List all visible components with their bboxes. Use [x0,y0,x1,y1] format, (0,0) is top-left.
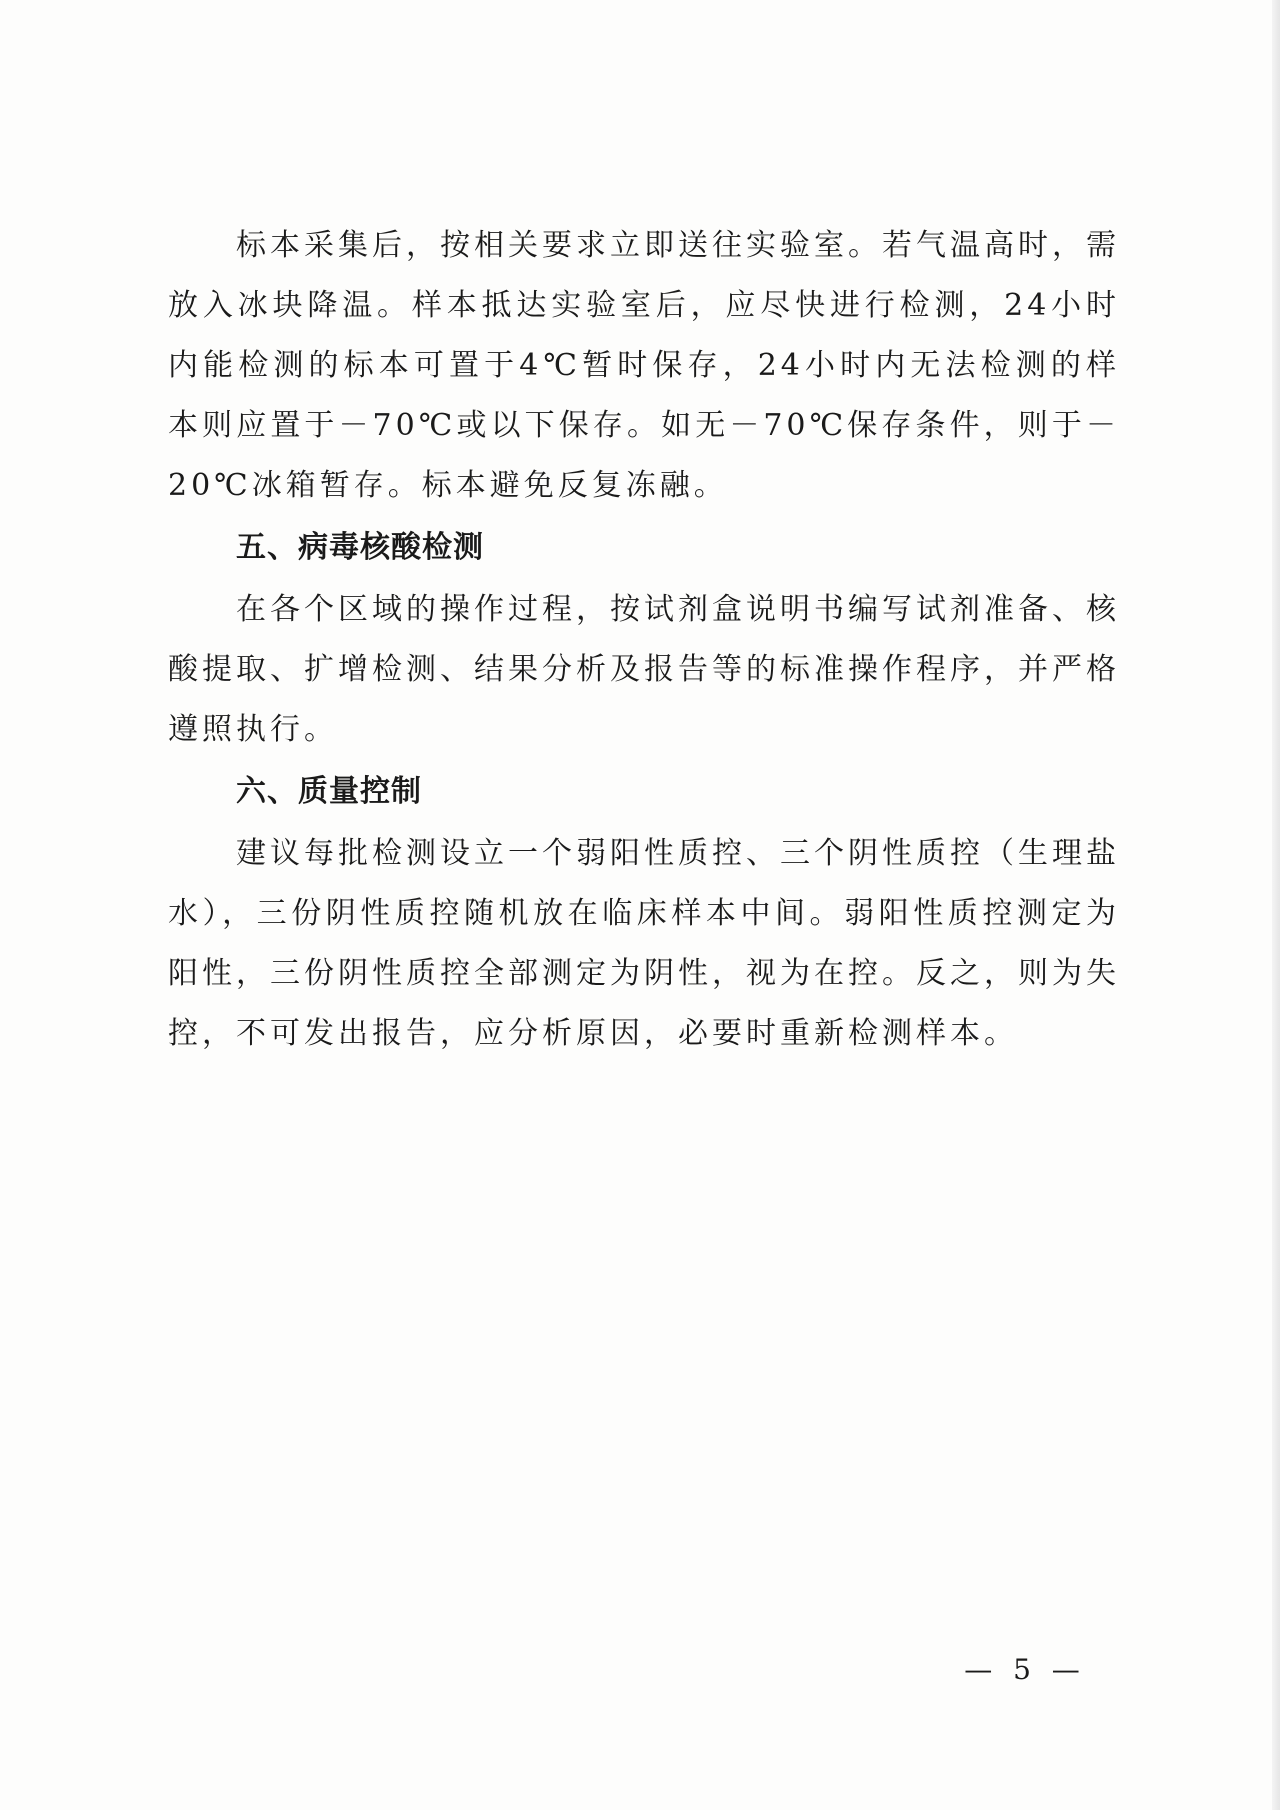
section-heading-quality-control: 六、质量控制 [236,774,422,809]
section-heading-nucleic-acid-testing: 五、病毒核酸检测 [236,530,484,565]
document-body [168,216,1120,1064]
page-number: — 5 — [964,1653,1086,1686]
paragraph-quality-control: 建议每批检测设立一个弱阳性质控、三个阴性质控（生理盐水），三份阴性质控随机放在临床样本中间。弱阳性质控测定为阳性，三份阴性质控全部测定为阴性，视为在控。反之，则为失控，不可发出报告，应分析原因，必要时重新检测样本。 [168,836,1120,1051]
scan-edge [1272,0,1280,1810]
paragraph-nucleic-acid-testing: 在各个区域的操作过程，按试剂盒说明书编写试剂准备、核酸提取、扩增检测、结果分析及报告等的标准操作程序，并严格遵照执行。 [168,592,1120,747]
paragraph-specimen-transport: 标本采集后，按相关要求立即送往实验室。若气温高时，需放入冰块降温。样本抵达实验室后，应尽快进行检测，24小时内能检测的标本可置于4℃暂时保存，24小时内无法检测的样本则应置于－70℃或以下保存。如无－70℃保存条件，则于－20℃冰箱暂存。标本避免反复冻融。 [168,228,1120,503]
